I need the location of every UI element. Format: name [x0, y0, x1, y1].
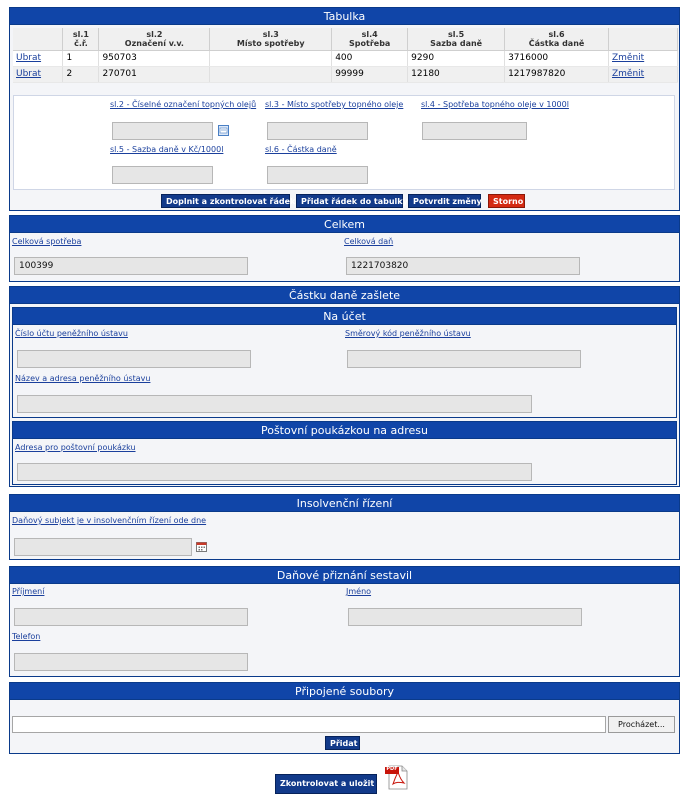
column-header-edit — [609, 28, 678, 50]
attachments-panel — [9, 682, 680, 754]
first-name-label[interactable]: Jméno — [346, 587, 372, 596]
sl4-input[interactable] — [422, 122, 527, 140]
insolvency-date-input[interactable] — [14, 538, 192, 556]
remove-row-link[interactable]: Ubrat — [16, 53, 42, 63]
edit-row-link[interactable]: Změnit — [612, 69, 645, 79]
total-consumption-field: 100399 — [14, 257, 248, 275]
table-header-row — [13, 28, 678, 50]
tabulka-panel — [9, 7, 680, 211]
row-edit-form — [13, 95, 675, 190]
insolvency-date-label[interactable]: Daňový subjekt je v insolvenčním řízení ode dne — [12, 516, 207, 525]
postal-order-title: Poštovní poukázkou na adresu — [13, 422, 676, 439]
cancel-button[interactable]: Storno — [488, 194, 525, 208]
fill-check-row-button[interactable]: Doplnit a zkontrolovat řádek — [161, 194, 290, 208]
prepared-by-panel — [9, 566, 680, 677]
sl4-label[interactable]: sl.4 - Spotřeba topného oleje v 1000l — [421, 100, 569, 109]
cell-sl5: 12180 — [408, 66, 505, 82]
sl6-label[interactable]: sl.6 - Částka daně — [265, 145, 337, 154]
column-header-sl2: sl.2 Označení v.v. — [99, 28, 210, 50]
cell-sl3 — [210, 50, 332, 66]
sl6-input[interactable] — [267, 166, 368, 184]
check-and-save-button[interactable]: Zkontrolovat a uložit — [275, 774, 377, 794]
sl3-input[interactable] — [267, 122, 368, 140]
cell-sl6: 1217987820 — [505, 66, 609, 82]
column-header-sl5: sl.5 Sazba daně — [408, 28, 505, 50]
cell-sl1: 2 — [63, 66, 99, 82]
phone-input[interactable] — [14, 653, 248, 671]
tabulka-title: Tabulka — [10, 8, 679, 25]
pdf-icon-label: PDF — [386, 766, 398, 772]
sl2-label[interactable]: sl.2 - Číselné označení topných olejů — [110, 100, 257, 109]
first-name-input[interactable] — [348, 608, 582, 626]
bank-code-input[interactable] — [347, 350, 581, 368]
bank-name-label[interactable]: Název a adresa peněžního ústavu — [15, 374, 151, 383]
attachments-title: Připojené soubory — [10, 683, 679, 700]
sl3-label[interactable]: sl.3 - Místo spotřeby topného oleje — [265, 100, 404, 109]
postal-order-panel — [12, 421, 677, 485]
account-number-label[interactable]: Číslo účtu peněžního ústavu — [15, 329, 128, 338]
tabulka-table — [13, 28, 678, 83]
surname-label[interactable]: Příjmení — [12, 587, 45, 596]
total-tax-field: 1221703820 — [346, 257, 580, 275]
total-tax-label[interactable]: Celková daň — [344, 237, 394, 246]
cell-sl2: 270701 — [99, 66, 210, 82]
browse-button[interactable]: Procházet... — [608, 716, 675, 733]
table-row — [13, 66, 678, 82]
pdf-icon[interactable] — [384, 764, 410, 790]
lookup-icon[interactable] — [218, 125, 229, 136]
phone-label[interactable]: Telefon — [12, 632, 41, 641]
calendar-icon[interactable] — [196, 541, 207, 552]
column-header-sl6: sl.6 Částka daně — [505, 28, 609, 50]
edit-row-link[interactable]: Změnit — [612, 53, 645, 63]
column-header-sl3: sl.3 Místo spotřeby — [210, 28, 332, 50]
file-path-input[interactable] — [12, 716, 606, 733]
add-file-button[interactable]: Přidat — [325, 736, 360, 750]
confirm-changes-button[interactable]: Potvrdit změny — [408, 194, 481, 208]
remove-row-link[interactable]: Ubrat — [16, 69, 42, 79]
cell-sl5: 9290 — [408, 50, 505, 66]
cell-sl1: 1 — [63, 50, 99, 66]
column-header-sl1: sl.1 č.ř. — [63, 28, 99, 50]
surname-input[interactable] — [14, 608, 248, 626]
postal-address-label[interactable]: Adresa pro poštovní poukázku — [15, 443, 136, 452]
sl2-input[interactable] — [112, 122, 213, 140]
postal-address-input[interactable] — [17, 463, 532, 481]
bank-name-input[interactable] — [17, 395, 532, 413]
insolvency-panel — [9, 494, 680, 560]
sl5-input[interactable] — [112, 166, 213, 184]
bank-account-title: Na účet — [13, 308, 676, 325]
account-number-input[interactable] — [17, 350, 251, 368]
add-row-button[interactable]: Přidat řádek do tabulky — [296, 194, 403, 208]
cell-sl2: 950703 — [99, 50, 210, 66]
celkem-panel — [9, 215, 680, 282]
bank-code-label[interactable]: Směrový kód peněžního ústavu — [345, 329, 471, 338]
cell-sl4: 99999 — [332, 66, 408, 82]
celkem-title: Celkem — [10, 216, 679, 233]
prepared-by-title: Daňové přiznání sestavil — [10, 567, 679, 584]
column-header-actions — [13, 28, 63, 50]
table-row — [13, 50, 678, 66]
cell-sl3 — [210, 66, 332, 82]
total-consumption-label[interactable]: Celková spotřeba — [12, 237, 82, 246]
sl5-label[interactable]: sl.5 - Sazba daně v Kč/1000l — [110, 145, 224, 154]
column-header-sl4: sl.4 Spotřeba — [332, 28, 408, 50]
insolvency-title: Insolvenční řízení — [10, 495, 679, 512]
payment-panel — [9, 286, 680, 487]
payment-title: Částku daně zašlete — [10, 287, 679, 304]
bank-account-panel — [12, 307, 677, 418]
cell-sl6: 3716000 — [505, 50, 609, 66]
cell-sl4: 400 — [332, 50, 408, 66]
